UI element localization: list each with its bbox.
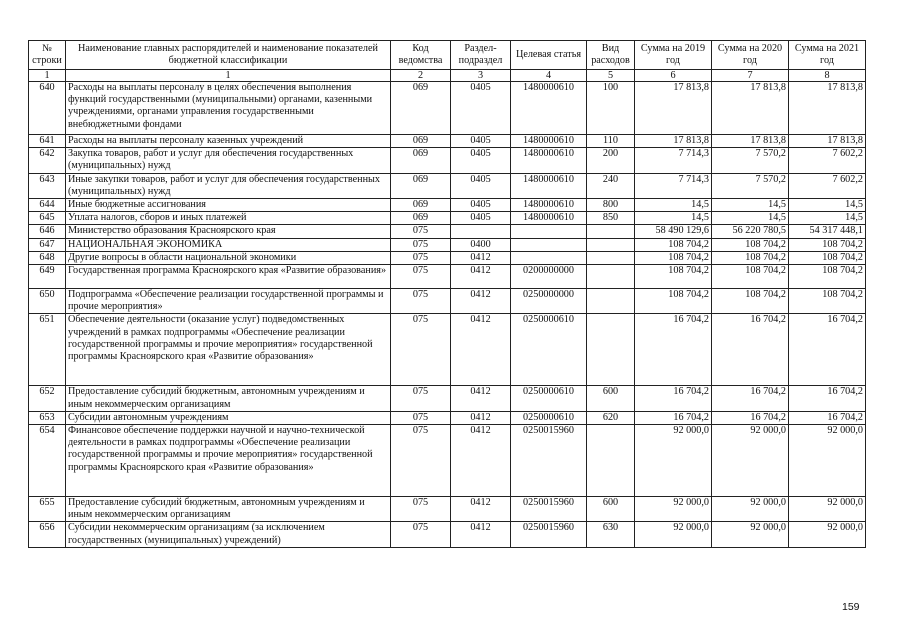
row-code-cell: 069: [391, 199, 451, 212]
row-name-cell: Субсидии некоммерческим организациям (за исключением государственных (муниципальных) учреждений): [66, 522, 391, 547]
row-amount-2021-cell: 92 000,0: [789, 522, 866, 547]
row-number-cell: 647: [29, 238, 66, 251]
table-row: [29, 82, 866, 135]
row-target-cell: 0200000000: [511, 265, 587, 289]
column-number: 4: [511, 70, 587, 82]
row-name-cell: Расходы на выплаты персоналу казенных учреждений: [66, 135, 391, 148]
budget-table: [28, 40, 866, 548]
row-type-cell: [587, 251, 635, 264]
row-amount-2020-cell: 17 813,8: [712, 135, 789, 148]
row-type-cell: 110: [587, 135, 635, 148]
row-number-cell: 652: [29, 386, 66, 411]
row-target-cell: [511, 238, 587, 251]
row-type-cell: 630: [587, 522, 635, 547]
row-code-cell: 075: [391, 425, 451, 497]
row-code-cell: 075: [391, 238, 451, 251]
row-amount-2021-cell: 7 602,2: [789, 148, 866, 173]
row-target-cell: 1480000610: [511, 173, 587, 198]
row-type-cell: 240: [587, 173, 635, 198]
row-amount-2020-cell: 16 704,2: [712, 314, 789, 386]
row-amount-2021-cell: 108 704,2: [789, 289, 866, 314]
column-number: 1: [29, 70, 66, 82]
row-number-cell: 650: [29, 289, 66, 314]
row-target-cell: 1480000610: [511, 199, 587, 212]
row-type-cell: 600: [587, 497, 635, 522]
row-code-cell: 075: [391, 522, 451, 547]
row-amount-2019-cell: 16 704,2: [635, 386, 712, 411]
row-code-cell: 069: [391, 173, 451, 198]
row-type-cell: 100: [587, 82, 635, 135]
row-amount-2019-cell: 108 704,2: [635, 238, 712, 251]
header-target: Целевая статья: [511, 41, 587, 70]
row-number-cell: 656: [29, 522, 66, 547]
table-row: [29, 148, 866, 173]
row-amount-2020-cell: 14,5: [712, 212, 789, 225]
row-amount-2020-cell: 7 570,2: [712, 148, 789, 173]
row-type-cell: 200: [587, 148, 635, 173]
row-amount-2020-cell: 92 000,0: [712, 497, 789, 522]
header-y2020: Сумма на 2020 год: [712, 41, 789, 70]
row-section-cell: 0412: [451, 289, 511, 314]
row-amount-2020-cell: 56 220 780,5: [712, 225, 789, 238]
row-target-cell: 0250015960: [511, 522, 587, 547]
row-amount-2019-cell: 14,5: [635, 199, 712, 212]
row-name-cell: НАЦИОНАЛЬНАЯ ЭКОНОМИКА: [66, 238, 391, 251]
row-code-cell: 069: [391, 212, 451, 225]
table-row: [29, 522, 866, 547]
table-row: [29, 251, 866, 264]
row-name-cell: Обеспечение деятельности (оказание услуг) подведомственных учреждений в рамках подпрограммы «Обеспечение реализации государственной программы и прочие мероприятия» государственной программы Красноярского края «Развитие образования»: [66, 314, 391, 386]
row-name-cell: Финансовое обеспечение поддержки научной и научно-технической деятельности в рамках подпрограммы «Обеспечение реализации государственной программы и прочие мероприятия» государственной программы Красноярского края «Развитие образования»: [66, 425, 391, 497]
row-type-cell: 600: [587, 386, 635, 411]
row-section-cell: 0400: [451, 238, 511, 251]
row-name-cell: Субсидии автономным учреждениям: [66, 411, 391, 424]
row-code-cell: 069: [391, 82, 451, 135]
row-name-cell: Иные бюджетные ассигнования: [66, 199, 391, 212]
row-target-cell: 0250000000: [511, 289, 587, 314]
budget-table-container: [28, 40, 866, 548]
row-code-cell: 075: [391, 251, 451, 264]
row-amount-2021-cell: 92 000,0: [789, 497, 866, 522]
row-amount-2021-cell: 108 704,2: [789, 251, 866, 264]
row-amount-2020-cell: 14,5: [712, 199, 789, 212]
header-y2019: Сумма на 2019 год: [635, 41, 712, 70]
header-num: № строки: [29, 41, 66, 70]
row-number-cell: 653: [29, 411, 66, 424]
row-name-cell: Закупка товаров, работ и услуг для обеспечения государственных (муниципальных) нужд: [66, 148, 391, 173]
header-name: Наименование главных распорядителей и наименование показателей бюджетной классификации: [66, 41, 391, 70]
row-type-cell: [587, 238, 635, 251]
column-number: 2: [391, 70, 451, 82]
row-amount-2019-cell: 16 704,2: [635, 314, 712, 386]
row-amount-2021-cell: 108 704,2: [789, 265, 866, 289]
row-section-cell: 0412: [451, 265, 511, 289]
table-row: [29, 225, 866, 238]
row-target-cell: 1480000610: [511, 148, 587, 173]
row-amount-2021-cell: 54 317 448,1: [789, 225, 866, 238]
table-row: [29, 386, 866, 411]
row-type-cell: 800: [587, 199, 635, 212]
row-amount-2019-cell: 92 000,0: [635, 497, 712, 522]
row-target-cell: 0250015960: [511, 497, 587, 522]
table-row: [29, 289, 866, 314]
row-section-cell: 0412: [451, 386, 511, 411]
row-section-cell: 0405: [451, 173, 511, 198]
row-amount-2020-cell: 16 704,2: [712, 386, 789, 411]
row-code-cell: 075: [391, 497, 451, 522]
row-section-cell: 0412: [451, 411, 511, 424]
table-row: [29, 265, 866, 289]
row-number-cell: 643: [29, 173, 66, 198]
row-amount-2019-cell: 92 000,0: [635, 425, 712, 497]
row-target-cell: 1480000610: [511, 82, 587, 135]
row-section-cell: 0405: [451, 199, 511, 212]
row-name-cell: Предоставление субсидий бюджетным, автономным учреждениям и иным некоммерческим организациям: [66, 497, 391, 522]
row-number-cell: 646: [29, 225, 66, 238]
row-target-cell: [511, 225, 587, 238]
table-row: [29, 497, 866, 522]
row-amount-2021-cell: 16 704,2: [789, 314, 866, 386]
row-target-cell: 1480000610: [511, 135, 587, 148]
row-amount-2020-cell: 17 813,8: [712, 82, 789, 135]
row-amount-2021-cell: 14,5: [789, 199, 866, 212]
row-number-cell: 641: [29, 135, 66, 148]
row-code-cell: 075: [391, 386, 451, 411]
row-amount-2019-cell: 108 704,2: [635, 251, 712, 264]
row-type-cell: 850: [587, 212, 635, 225]
column-number: 8: [789, 70, 866, 82]
row-target-cell: 0250000610: [511, 411, 587, 424]
row-type-cell: [587, 289, 635, 314]
row-amount-2020-cell: 108 704,2: [712, 251, 789, 264]
row-name-cell: Другие вопросы в области национальной экономики: [66, 251, 391, 264]
row-section-cell: 0412: [451, 497, 511, 522]
row-target-cell: 1480000610: [511, 212, 587, 225]
row-amount-2021-cell: 7 602,2: [789, 173, 866, 198]
column-number: 1: [66, 70, 391, 82]
table-row: [29, 135, 866, 148]
row-amount-2020-cell: 16 704,2: [712, 411, 789, 424]
column-number: 6: [635, 70, 712, 82]
row-type-cell: [587, 425, 635, 497]
column-number: 5: [587, 70, 635, 82]
row-section-cell: 0412: [451, 522, 511, 547]
row-amount-2021-cell: 14,5: [789, 212, 866, 225]
row-code-cell: 069: [391, 135, 451, 148]
row-amount-2019-cell: 108 704,2: [635, 265, 712, 289]
row-number-cell: 642: [29, 148, 66, 173]
row-amount-2019-cell: 7 714,3: [635, 173, 712, 198]
header-y2021: Сумма на 2021 год: [789, 41, 866, 70]
row-number-cell: 644: [29, 199, 66, 212]
row-section-cell: 0405: [451, 148, 511, 173]
column-number: 7: [712, 70, 789, 82]
row-amount-2020-cell: 7 570,2: [712, 173, 789, 198]
row-number-cell: 648: [29, 251, 66, 264]
table-row: [29, 238, 866, 251]
row-amount-2020-cell: 108 704,2: [712, 238, 789, 251]
row-amount-2020-cell: 92 000,0: [712, 425, 789, 497]
row-number-cell: 654: [29, 425, 66, 497]
row-amount-2021-cell: 16 704,2: [789, 411, 866, 424]
row-section-cell: 0405: [451, 82, 511, 135]
row-name-cell: Уплата налогов, сборов и иных платежей: [66, 212, 391, 225]
row-name-cell: Расходы на выплаты персоналу в целях обеспечения выполнения функций государственными (муниципальными) органами, казенными учреждениями, органами управления государственными внебюджетными фондами: [66, 82, 391, 135]
table-row: [29, 425, 866, 497]
row-type-cell: [587, 314, 635, 386]
row-amount-2019-cell: 17 813,8: [635, 135, 712, 148]
row-amount-2019-cell: 14,5: [635, 212, 712, 225]
row-name-cell: Иные закупки товаров, работ и услуг для обеспечения государственных (муниципальных) нужд: [66, 173, 391, 198]
row-code-cell: 075: [391, 265, 451, 289]
row-section-cell: 0412: [451, 251, 511, 264]
column-number: 3: [451, 70, 511, 82]
row-code-cell: 075: [391, 314, 451, 386]
row-number-cell: 651: [29, 314, 66, 386]
row-amount-2019-cell: 108 704,2: [635, 289, 712, 314]
row-name-cell: Предоставление субсидий бюджетным, автономным учреждениям и иным некоммерческим организациям: [66, 386, 391, 411]
row-amount-2021-cell: 92 000,0: [789, 425, 866, 497]
row-target-cell: 0250015960: [511, 425, 587, 497]
table-row: [29, 173, 866, 198]
row-name-cell: Министерство образования Красноярского края: [66, 225, 391, 238]
row-amount-2020-cell: 92 000,0: [712, 522, 789, 547]
row-number-cell: 655: [29, 497, 66, 522]
header-code: Код ведомства: [391, 41, 451, 70]
row-amount-2021-cell: 17 813,8: [789, 82, 866, 135]
row-section-cell: 0412: [451, 314, 511, 386]
row-target-cell: 0250000610: [511, 386, 587, 411]
row-number-cell: 649: [29, 265, 66, 289]
row-amount-2020-cell: 108 704,2: [712, 289, 789, 314]
header-section: Раздел-подраздел: [451, 41, 511, 70]
row-name-cell: Государственная программа Красноярского края «Развитие образования»: [66, 265, 391, 289]
row-code-cell: 069: [391, 148, 451, 173]
row-target-cell: 0250000610: [511, 314, 587, 386]
row-section-cell: [451, 225, 511, 238]
row-amount-2019-cell: 92 000,0: [635, 522, 712, 547]
row-amount-2019-cell: 16 704,2: [635, 411, 712, 424]
row-section-cell: 0405: [451, 212, 511, 225]
row-code-cell: 075: [391, 289, 451, 314]
row-amount-2021-cell: 16 704,2: [789, 386, 866, 411]
row-amount-2019-cell: 58 490 129,6: [635, 225, 712, 238]
row-type-cell: [587, 225, 635, 238]
row-type-cell: [587, 265, 635, 289]
row-code-cell: 075: [391, 411, 451, 424]
row-section-cell: 0412: [451, 425, 511, 497]
row-name-cell: Подпрограмма «Обеспечение реализации государственной программы и прочие мероприятия»: [66, 289, 391, 314]
header-row: [29, 41, 866, 70]
row-target-cell: [511, 251, 587, 264]
page-number: 159: [842, 601, 860, 613]
table-row: [29, 212, 866, 225]
row-number-cell: 645: [29, 212, 66, 225]
row-code-cell: 075: [391, 225, 451, 238]
column-number-row: [29, 70, 866, 82]
row-number-cell: 640: [29, 82, 66, 135]
table-row: [29, 314, 866, 386]
row-section-cell: 0405: [451, 135, 511, 148]
header-type: Вид расходов: [587, 41, 635, 70]
table-row: [29, 199, 866, 212]
row-type-cell: 620: [587, 411, 635, 424]
row-amount-2021-cell: 17 813,8: [789, 135, 866, 148]
row-amount-2021-cell: 108 704,2: [789, 238, 866, 251]
row-amount-2019-cell: 7 714,3: [635, 148, 712, 173]
table-row: [29, 411, 866, 424]
row-amount-2020-cell: 108 704,2: [712, 265, 789, 289]
row-amount-2019-cell: 17 813,8: [635, 82, 712, 135]
